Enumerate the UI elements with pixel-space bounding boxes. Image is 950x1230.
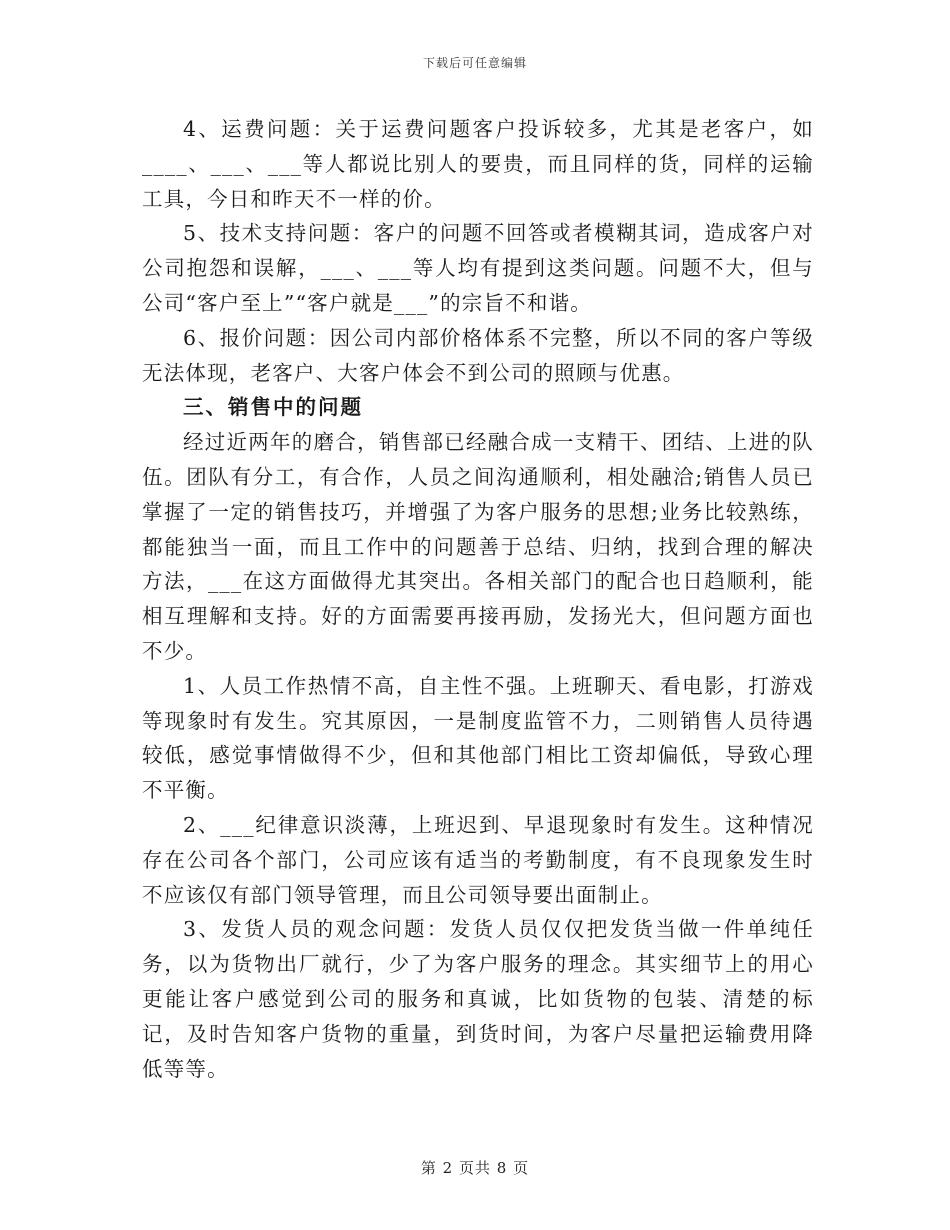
paragraph-freight-issue: 4、运费问题：关于运费问题客户投诉较多，尤其是老客户，如____、___、___等人都说比别人的要贵，而且同样的货，同样的运输工具，今日和昨天不一样的价。 xyxy=(142,117,814,211)
paragraph-shipping-staff: 3、发货人员的观念问题：发货人员仅仅把发货当做一件单纯任务，以为货物出厂就行，少了为客户服务的理念。其实细节上的用心更能让客户感觉到公司的服务和真诚，比如货物的包装、清楚的标记，及时告知客户货物的重量，到货时间，为客户尽量把运输费用降低等等。 xyxy=(142,917,814,1081)
page-number-footer: 第 2 页共 8 页 xyxy=(420,1159,530,1177)
paragraph-sales-team-overview: 经过近两年的磨合，销售部已经融合成一支精干、团结、上进的队伍。团队有分工，有合作，人员之间沟通顺利，相处融洽;销售人员已掌握了一定的销售技巧，并增强了为客户服务的思想;业务比较熟练，都能独当一面，而且工作中的问题善于总结、归纳，找到合理的解决方法，___在这方面做得尤其突出。各相关部门的配合也日趋顺利，能相互理解和支持。好的方面需要再接再励，发扬光大，但问题方面也不少。 xyxy=(142,430,814,663)
header-note: 下载后可任意编辑 xyxy=(422,56,527,70)
paragraph-quotation-issue: 6、报价问题：因公司内部价格体系不完整，所以不同的客户等级无法体现，老客户、大客户体会不到公司的照顾与优惠。 xyxy=(142,325,814,385)
document-body xyxy=(142,112,814,1086)
paragraph-discipline: 2、___纪律意识淡薄，上班迟到、早退现象时有发生。这种情况存在公司各个部门，公司应该有适当的考勤制度，有不良现象发生时不应该仅有部门领导管理，而且公司领导要出面制止。 xyxy=(142,812,814,907)
paragraph-tech-support-issue: 5、技术支持问题：客户的问题不回答或者模糊其词，造成客户对公司抱怨和误解，___、___等人均有提到这类问题。问题不大，但与公司“客户至上”“客户就是___”的宗旨不和谐。 xyxy=(142,221,814,315)
paragraph-staff-enthusiasm: 1、人员工作热情不高，自主性不强。上班聊天、看电影，打游戏等现象时有发生。究其原因，一是制度监管不力，二则销售人员待遇较低，感觉事情做得不少，但和其他部门相比工资却偏低，导致心理不平衡。 xyxy=(142,673,814,803)
section-heading-sales-problems: 三、销售中的问题 xyxy=(183,395,363,420)
